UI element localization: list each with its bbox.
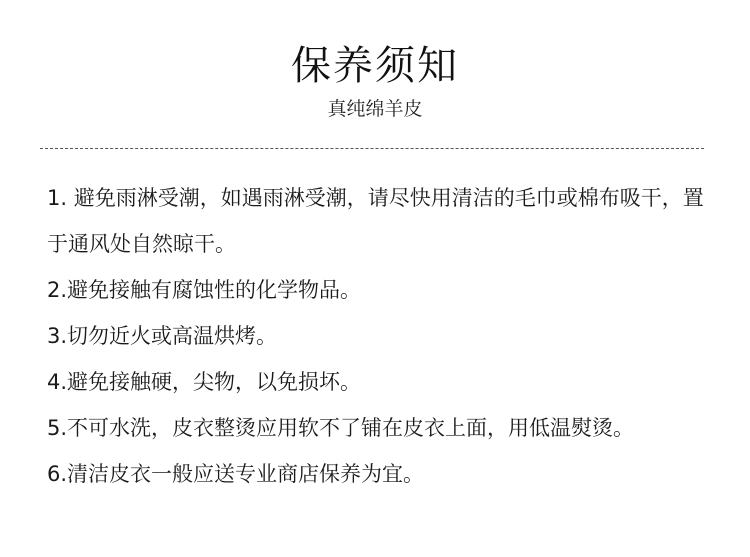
care-instruction-6: 6.清洁皮衣一般应送专业商店保养为宜。 <box>47 462 425 486</box>
care-instructions-list <box>47 175 712 497</box>
dashed-divider <box>40 148 704 149</box>
care-instruction-5: 5.不可水洗，皮衣整烫应用软不了铺在皮衣上面，用低温熨烫。 <box>47 416 635 440</box>
care-instruction-1: 1. 避免雨淋受潮，如遇雨淋受潮，请尽快用清洁的毛巾或棉布吸干，置于通风处自然晾干。 <box>47 186 704 256</box>
care-instruction-4: 4.避免接触硬，尖物，以免损坏。 <box>47 370 362 394</box>
page-title: 保养须知 <box>291 43 459 89</box>
care-instruction-3: 3.切勿近火或高温烘烤。 <box>47 324 278 348</box>
page-subtitle: 真纯绵羊皮 <box>327 98 423 120</box>
care-instruction-2: 2.避免接触有腐蚀性的化学物品。 <box>47 278 362 302</box>
